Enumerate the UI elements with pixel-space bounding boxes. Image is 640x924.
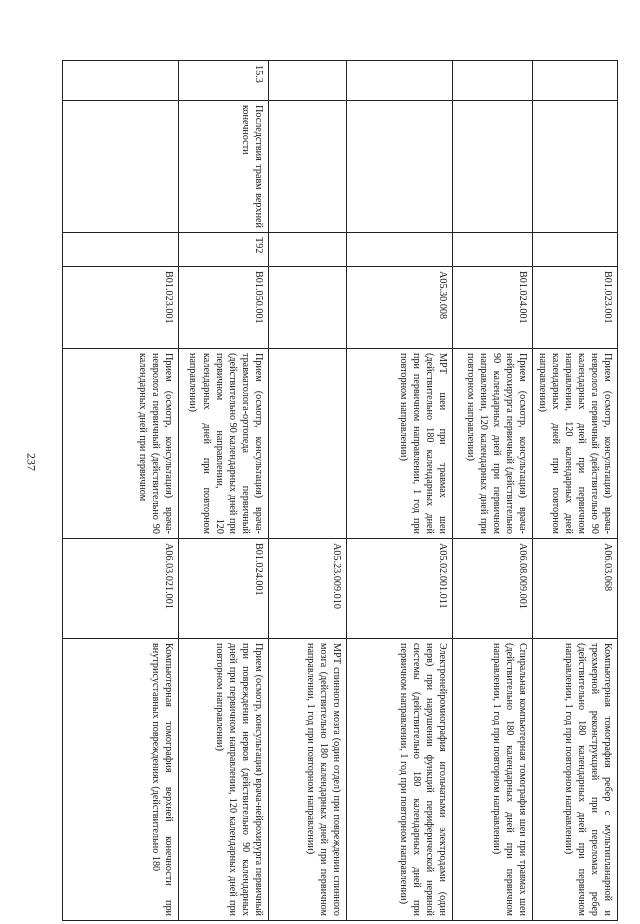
row-number-cell (532, 61, 617, 101)
row-number-cell (346, 61, 452, 101)
service-description-cell: Прием (осмотр, консультация) врача-невролога первичный (действительно 90 календарных дней при первичном (63, 349, 179, 539)
services-table (62, 60, 618, 921)
icd-code-cell (452, 233, 532, 267)
page-number: 237 (24, 453, 39, 471)
research-description-cell: Прием (осмотр, консультация) врача-нейрохирурга первичный при повреждении нервов (действительно 90 календарных дней при первичном направлении, 120 календарных дней при повторном направлении) (178, 639, 268, 921)
diagnosis-name-cell (63, 101, 179, 233)
research-code-cell: A05.02.001.011 (346, 539, 452, 639)
diagnosis-name-cell (268, 101, 346, 233)
service-description-cell (268, 349, 346, 539)
research-code-cell: A06.03.068 (532, 539, 617, 639)
research-description-cell: Компьютерная томография верхней конечности при внутрисуставных повреждениях (действительно 180 (63, 639, 179, 921)
document-sheet (62, 60, 618, 920)
research-description-cell: МРТ спинного мозга (один отдел) при повреждении спинного мозга (действительно 180 календарных дней при первичном направлении, 1 год при повторном направлении) (268, 639, 346, 921)
service-description-cell: Прием (осмотр, консультация) врача-нейрохирурга первичный (действительно 90 календарных дней при первичном направлении, 120 календарных дней при повторном направлении) (452, 349, 532, 539)
table-row (346, 61, 452, 921)
research-code-cell: A06.08.009.001 (452, 539, 532, 639)
service-code-cell (268, 267, 346, 349)
service-code-cell: B01.050.001 (178, 267, 268, 349)
icd-code-cell (346, 233, 452, 267)
research-code-cell: B01.024.001 (178, 539, 268, 639)
research-code-cell: A05.23.009.010 (268, 539, 346, 639)
service-code-cell: B01.023.001 (63, 267, 179, 349)
table-row (178, 61, 268, 921)
service-code-cell: B01.024.001 (452, 267, 532, 349)
row-number-cell (452, 61, 532, 101)
icd-code-cell (532, 233, 617, 267)
research-description-cell: Спиральная компьютерная томография шеи при травмах шеи (действительно 180 календарных дней при первичном направлении, 1 год при повторном направлении) (452, 639, 532, 921)
service-description-cell: Прием (осмотр, консультация) врача-травматолога-ортопеда первичный (действительно 90 календарных дней при первичном направлении, 120 календарных дней при повторном направлении) (178, 349, 268, 539)
table-row (452, 61, 532, 921)
icd-code-cell (63, 233, 179, 267)
research-code-cell: A06.03.021.001 (63, 539, 179, 639)
service-code-cell: B01.023.001 (532, 267, 617, 349)
row-number-cell (63, 61, 179, 101)
icd-code-cell: T92 (178, 233, 268, 267)
research-description-cell: Электронейромиография игольчатыми электродами (один нерв) при нарушении функций периферической нервной системы (действительно 180 календарных дней при первичном направлении, 1 год при повторном направлении) (346, 639, 452, 921)
research-description-cell: Компьютерная томография ребер с мультипланарной и трехмерной реконструкцией при переломах ребер (действительно 180 календарных дней при первичном направлении, 1 год при повторном направлении) (532, 639, 617, 921)
diagnosis-name-cell (532, 101, 617, 233)
diagnosis-name-cell (452, 101, 532, 233)
row-number-cell: 15.3 (178, 61, 268, 101)
table-row (268, 61, 346, 921)
service-description-cell: Прием (осмотр, консультация) врача-невролога первичный (действительно 90 календарных дней при первичном направлении, 120 календарных дней календарных дней при повторном направлении) (532, 349, 617, 539)
table-row (532, 61, 617, 921)
table-row (63, 61, 179, 921)
icd-code-cell (268, 233, 346, 267)
service-code-cell: A05.30.008 (346, 267, 452, 349)
diagnosis-name-cell: Последствия травм верхней конечности (178, 101, 268, 233)
service-description-cell: МРТ шеи при травмах шеи (действительно 180 календарных дней при первичном направлении, 1 год при повторном направлении) (346, 349, 452, 539)
diagnosis-name-cell (346, 101, 452, 233)
row-number-cell (268, 61, 346, 101)
